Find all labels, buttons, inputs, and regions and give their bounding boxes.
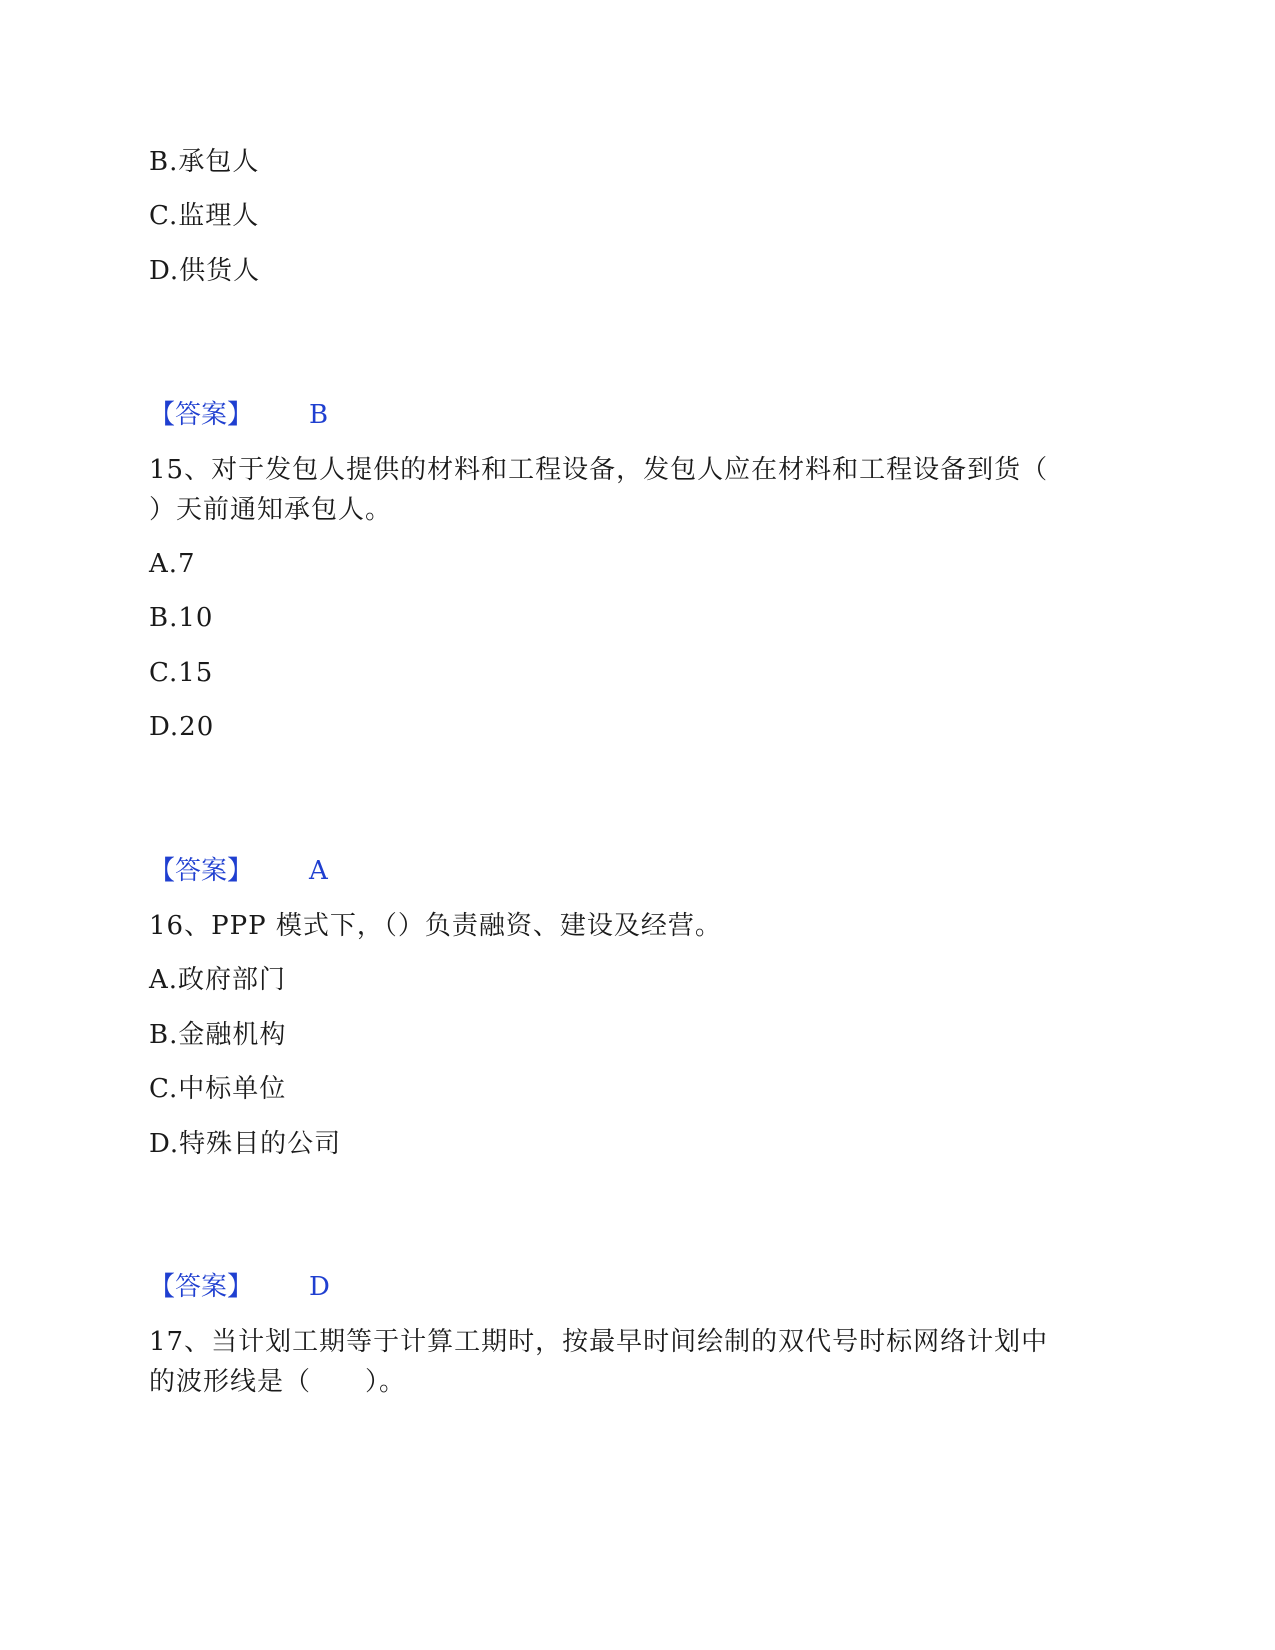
question-text: 16、PPP 模式下，（）负责融资、建设及经营。 [149, 911, 722, 941]
option-d: D.特殊目的公司 [149, 1129, 342, 1159]
answer-block [149, 1271, 549, 1303]
option-c: C.监理人 [149, 201, 260, 231]
option-d: D.20 [149, 712, 215, 742]
option-c: C.15 [149, 658, 214, 688]
question-text: 15、对于发包人提供的材料和工程设备，发包人应在材料和工程设备到货（ [149, 455, 1049, 485]
answer-block [149, 855, 549, 887]
answer-value: B [309, 400, 329, 430]
answer-label: 【答案】 [149, 1272, 254, 1302]
answer-label: 【答案】 [149, 400, 254, 430]
question-text-continued: 的波形线是（ ）。 [149, 1367, 407, 1397]
answer-value: D [309, 1272, 330, 1302]
answer-block [149, 399, 549, 431]
option-c: C.中标单位 [149, 1074, 287, 1104]
answer-value: A [309, 856, 328, 886]
option-b: B.10 [149, 603, 214, 633]
question-text-continued: ）天前通知承包人。 [149, 495, 393, 525]
answer-label: 【答案】 [149, 856, 254, 886]
option-b: B.金融机构 [149, 1020, 287, 1050]
option-a: A.7 [149, 549, 196, 579]
option-b: B.承包人 [149, 147, 260, 177]
question-text: 17、当计划工期等于计算工期时，按最早时间绘制的双代号时标网络计划中 [149, 1327, 1049, 1357]
option-d: D.供货人 [149, 256, 261, 286]
option-a: A.政府部门 [149, 965, 287, 995]
